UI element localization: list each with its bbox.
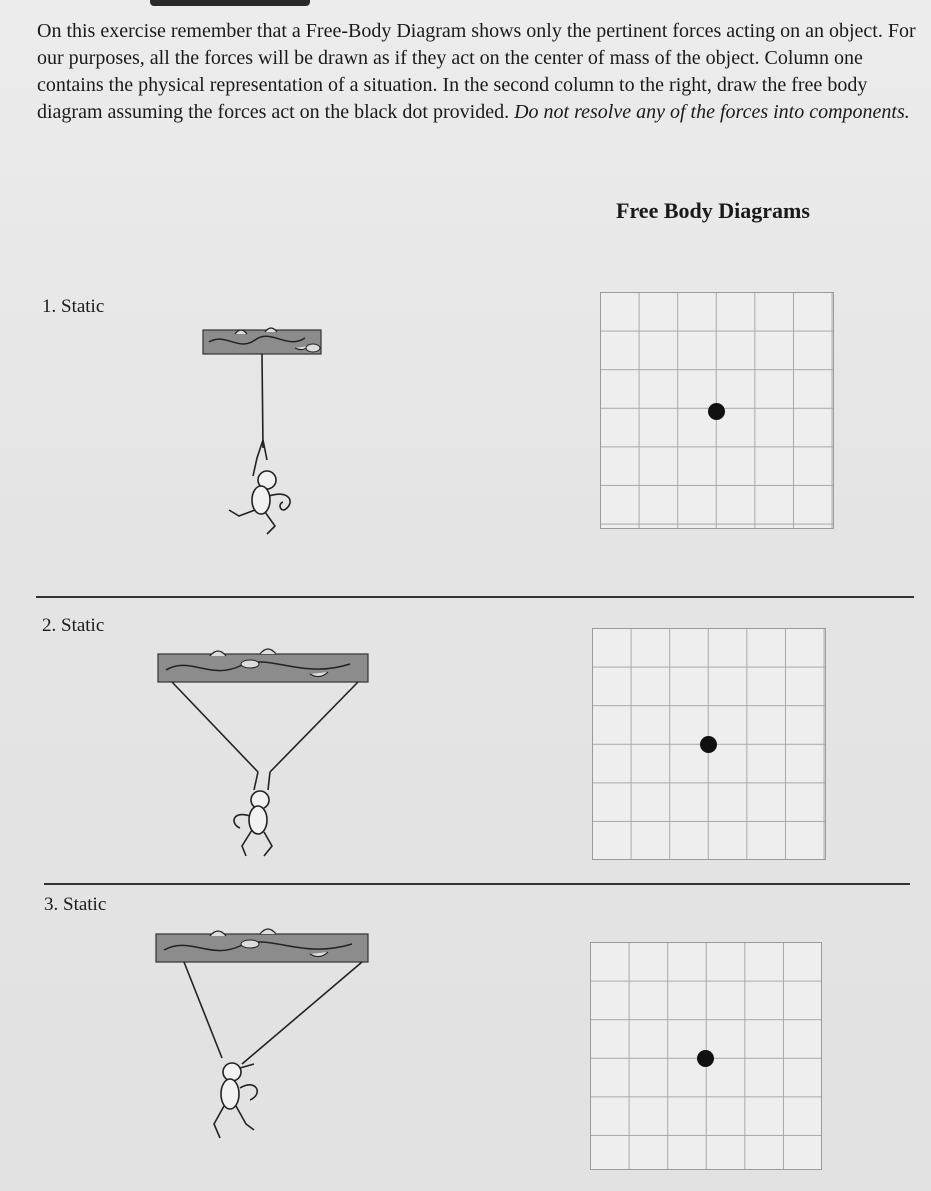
top-edge-strip xyxy=(150,0,310,6)
instructions-note: Do not resolve any of the forces into components. xyxy=(514,101,910,123)
problem-2-label: 2. Static xyxy=(42,615,105,636)
monkey-icon xyxy=(234,772,272,856)
center-of-mass-dot xyxy=(697,1050,714,1067)
tree-branch-icon xyxy=(156,929,368,962)
section-divider-2 xyxy=(44,883,910,885)
instructions-text: On this exercise remember that a Free-Body Diagram shows only the pertinent forces acting on an object. For our purposes, all the forces will be drawn as if they act on the center of mass of the object. Column one contains the physical representation of a situation. In the second column to the right, draw the free body diagram assuming the forces act on the black dot provided. xyxy=(37,20,916,123)
rope xyxy=(262,354,263,448)
monkey-icon xyxy=(214,1063,257,1138)
tree-branch-icon xyxy=(203,328,321,354)
monkey-icon xyxy=(229,440,290,534)
fbd-column-header: Free Body Diagrams xyxy=(616,198,810,223)
problem-3-label: 3. Static xyxy=(44,894,107,915)
right-rope xyxy=(242,962,362,1064)
fbd-grid-2[interactable] xyxy=(592,628,826,860)
problem-2-scene xyxy=(150,640,375,870)
instructions-paragraph xyxy=(37,18,917,126)
center-of-mass-dot xyxy=(708,403,725,420)
section-divider-1 xyxy=(36,596,914,598)
fbd-grid-1[interactable] xyxy=(600,292,834,529)
left-rope xyxy=(172,682,258,772)
problem-3-scene xyxy=(150,918,375,1148)
left-rope xyxy=(184,962,222,1058)
tree-branch-icon xyxy=(158,649,368,682)
problem-1-scene xyxy=(195,320,330,545)
right-rope xyxy=(270,682,358,772)
center-of-mass-dot xyxy=(700,736,717,753)
fbd-grid-3[interactable] xyxy=(590,942,822,1170)
problem-1-label: 1. Static xyxy=(42,296,105,317)
